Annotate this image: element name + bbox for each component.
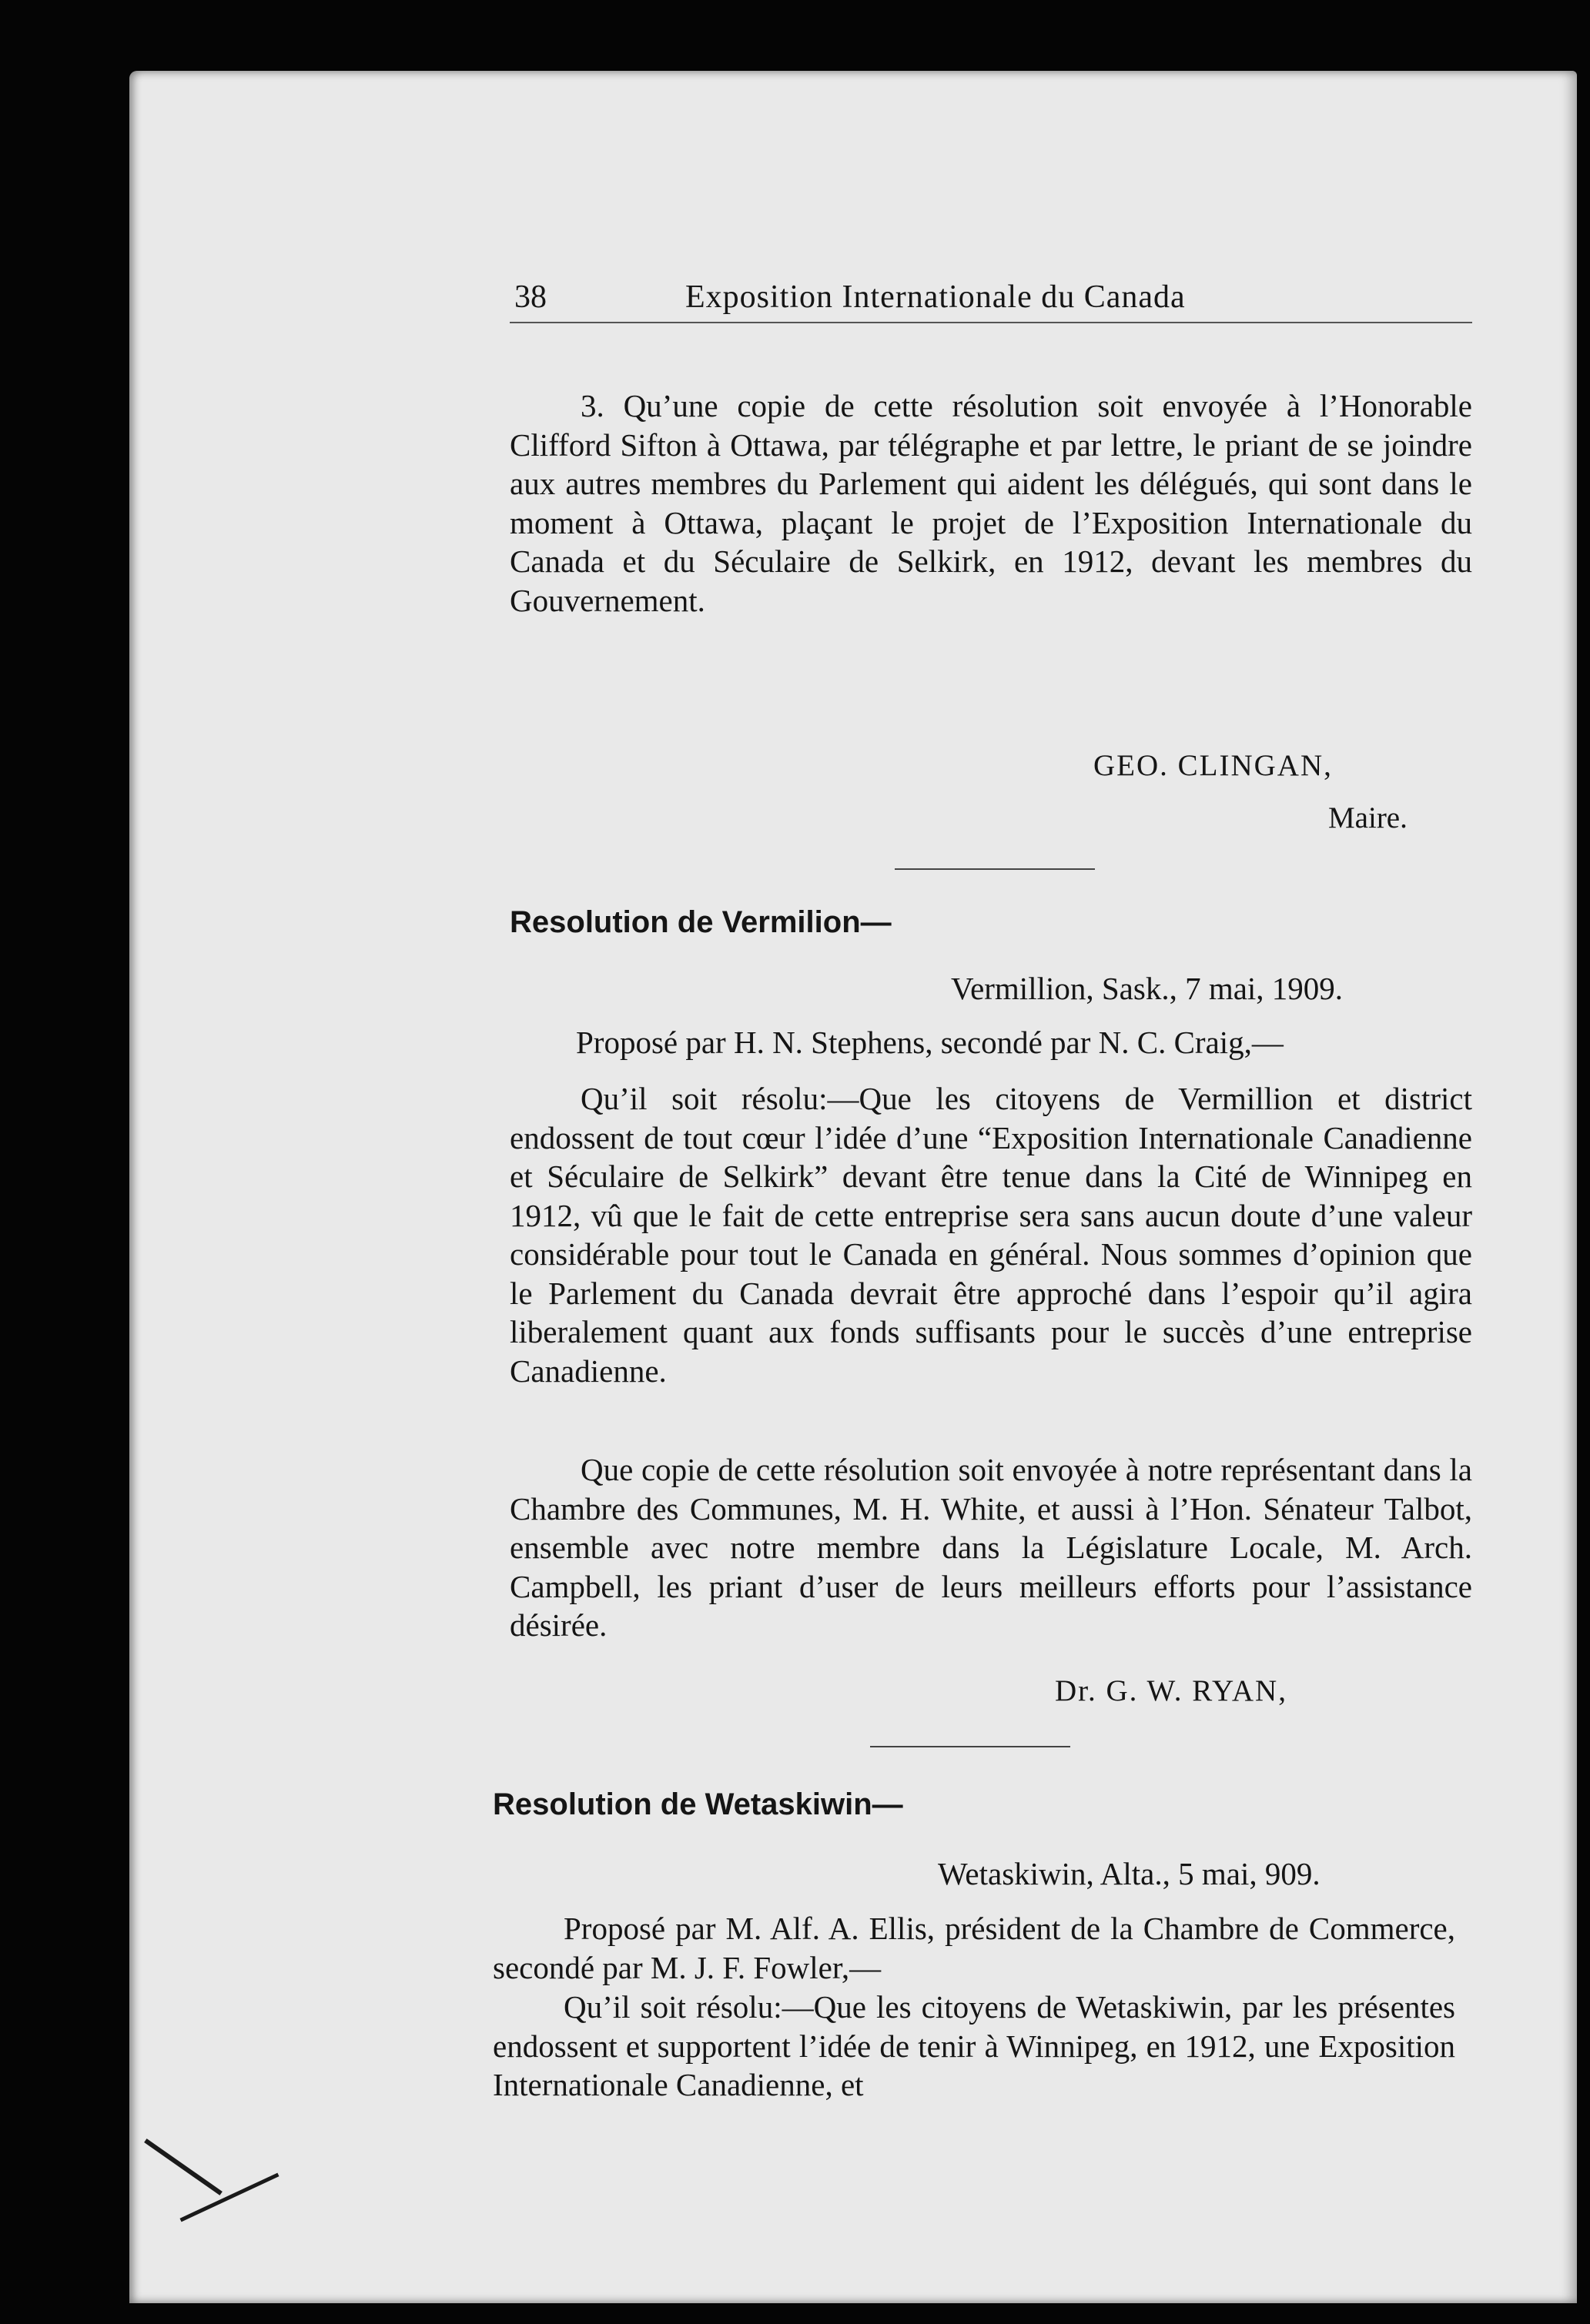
header-rule bbox=[510, 322, 1472, 323]
page-edge-damage bbox=[180, 2173, 280, 2222]
signature-name: GEO. CLINGAN, bbox=[1093, 749, 1333, 782]
section-separator bbox=[895, 868, 1095, 870]
resolution-paragraph-vermilion: Qu’il soit résolu:—Que les citoyens de Vermillion et district endossent de tout cœur l’idée d’une “Exposition Internationale Canadienne et Séculaire de Selkirk” devant être tenue dans la Cité de Winnipeg en 1912, vû que le fait de cette entreprise sera sans aucun doute d’une valeur considérable pour tout le Canada en général. Nous sommes d’opinion que le Parlement du Canada devrait être approché dans l’espoir qu’il agira liberalement quant aux fonds suffisants pour le succès d’une entreprise Canadienne. bbox=[510, 1081, 1472, 1389]
section-heading-vermilion: Resolution de Vermilion— bbox=[510, 905, 892, 939]
scanned-page bbox=[129, 71, 1577, 2303]
paragraph-item-3: 3. Qu’une copie de cette résolution soit envoyée à l’Honorable Clifford Sifton à Ottawa, par télégraphe et par lettre, le priant de se joindre aux autres membres du Parlement qui aident les délégués, qui sont dans le moment à Ottawa, plaçant le projet de l’Exposition Internationale du Canada et du Séculaire de Selkirk, en 1912, devant les membres du Gouvernement. bbox=[510, 388, 1472, 618]
proposed-paragraph-wetaskiwin: Proposé par M. Alf. A. Ellis, président de la Chambre de Commerce, secondé par M. J. F. Fowler,— bbox=[493, 1911, 1455, 1985]
section-separator bbox=[870, 1746, 1070, 1747]
running-title: Exposition Internationale du Canada bbox=[685, 279, 1186, 315]
copy-paragraph-vermilion: Que copie de cette résolution soit envoyée à notre représentant dans la Chambre des Communes, M. H. White, et aussi à l’Hon. Sénateur Talbot, ensemble avec notre membre dans la Législature Locale, M. Arch. Campbell, les priant d’user de leurs meilleurs efforts pour l’assistance désirée. bbox=[510, 1452, 1472, 1643]
dateline-vermilion: Vermillion, Sask., 7 mai, 1909. bbox=[951, 971, 1344, 1006]
proposed-line-vermilion: Proposé par H. N. Stephens, secondé par N. C. Craig,— bbox=[576, 1025, 1284, 1060]
page-edge-damage bbox=[144, 2138, 223, 2195]
dateline-wetaskiwin: Wetaskiwin, Alta., 5 mai, 909. bbox=[938, 1856, 1321, 1891]
section-heading-wetaskiwin: Resolution de Wetaskiwin— bbox=[493, 1787, 903, 1821]
signature-title: Maire. bbox=[1328, 801, 1408, 834]
signature-vermilion: Dr. G. W. RYAN, bbox=[1055, 1674, 1287, 1707]
page-number: 38 bbox=[514, 279, 547, 315]
resolution-paragraph-wetaskiwin: Qu’il soit résolu:—Que les citoyens de Wetaskiwin, par les présentes endossent et supportent l’idée de tenir à Winnipeg, en 1912, une Exposition Internationale Canadienne, et bbox=[493, 1989, 1455, 2102]
